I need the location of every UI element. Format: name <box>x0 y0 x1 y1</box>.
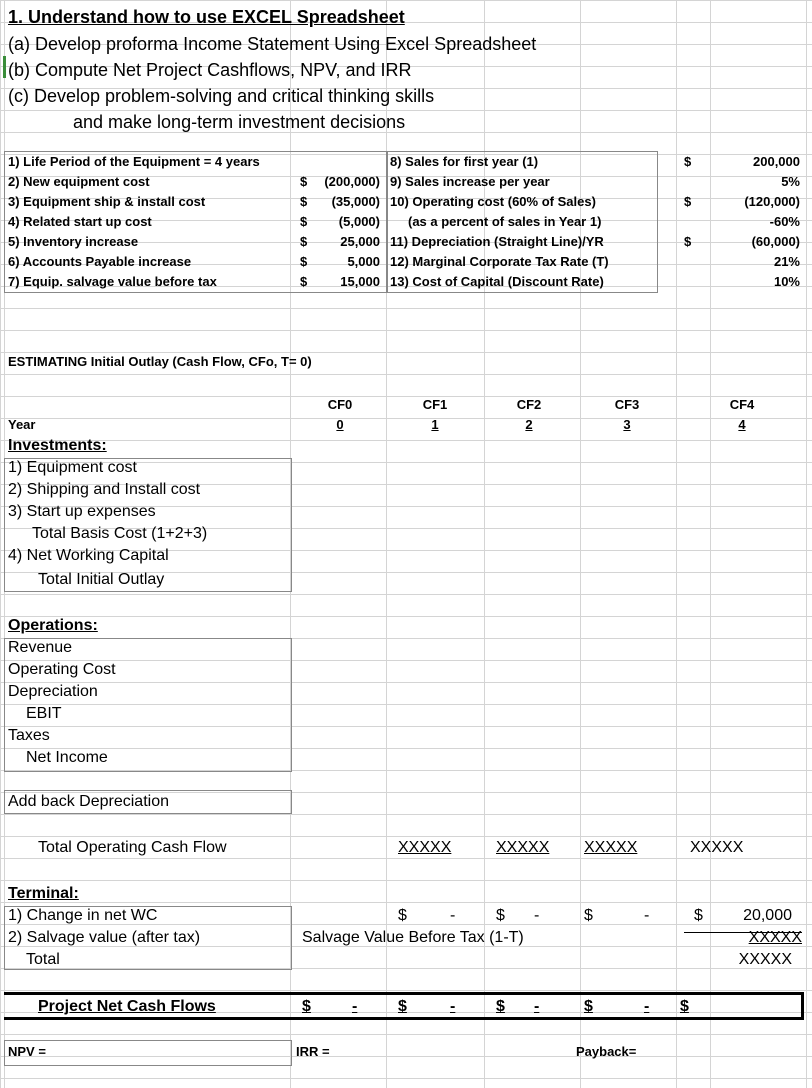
dollar-sign: $ <box>496 907 505 924</box>
dash: - <box>450 998 456 1015</box>
input-value: 21% <box>773 254 800 269</box>
change-wc-label: 1) Change in net WC <box>8 907 158 924</box>
dollar-sign: $ <box>684 154 692 169</box>
dollar-sign: $ <box>300 194 308 209</box>
objective-c: (c) Develop problem-solving and critical thinking skills <box>8 86 435 106</box>
input-label: 7) Equip. salvage value before tax <box>8 274 217 289</box>
total-ocf-label: Total Operating Cash Flow <box>38 839 227 856</box>
dollar-sign: $ <box>302 998 311 1015</box>
irr-label: IRR = <box>296 1044 330 1059</box>
operation-item: Operating Cost <box>8 661 116 678</box>
input-value: 5,000 <box>347 254 380 269</box>
year-value: 4 <box>738 417 746 432</box>
cf-header: CF0 <box>327 397 353 412</box>
input-value: (5,000) <box>338 214 380 229</box>
dash: - <box>644 998 650 1015</box>
dollar-sign: $ <box>684 194 692 209</box>
dash: - <box>534 907 540 924</box>
row-border-bottom <box>4 1017 804 1020</box>
cf-header: CF3 <box>614 397 640 412</box>
estimating-title: ESTIMATING Initial Outlay (Cash Flow, CFo, T= 0) <box>8 354 312 369</box>
input-label: 9) Sales increase per year <box>390 174 550 189</box>
dollar-sign: $ <box>300 234 308 249</box>
salvage-note: Salvage Value Before Tax (1-T) <box>302 929 524 946</box>
ocf-cf4: XXXXX <box>690 839 744 856</box>
input-value: 15,000 <box>340 274 380 289</box>
dollar-sign: $ <box>300 254 308 269</box>
investment-item: 3) Start up expenses <box>8 503 156 520</box>
dash: - <box>534 998 540 1015</box>
input-label: 10) Operating cost (60% of Sales) <box>390 194 596 209</box>
year-value: 3 <box>623 417 631 432</box>
objective-a: (a) Develop proforma Income Statement Using Excel Spreadsheet <box>8 34 537 54</box>
year-value: 0 <box>336 417 344 432</box>
dollar-sign: $ <box>584 998 593 1015</box>
objective-c-cont: and make long-term investment decisions <box>73 112 406 132</box>
investment-item: 4) Net Working Capital <box>8 547 169 564</box>
row-border-top <box>4 992 804 995</box>
add-back-label: Add back Depreciation <box>8 793 169 810</box>
input-label: 4) Related start up cost <box>8 214 152 229</box>
npv-label: NPV = <box>8 1044 46 1059</box>
cf-header: CF4 <box>729 397 755 412</box>
row-border-right <box>801 992 804 1020</box>
input-label: 1) Life Period of the Equipment = 4 years <box>8 154 260 169</box>
input-value: -60% <box>769 214 800 229</box>
operation-item: Revenue <box>8 639 73 656</box>
terminal-heading: Terminal: <box>8 885 79 902</box>
net-cash-flows-label: Project Net Cash Flows <box>38 998 216 1015</box>
dollar-sign: $ <box>584 907 593 924</box>
dash: - <box>352 998 358 1015</box>
year-value: 2 <box>525 417 533 432</box>
operation-item: Depreciation <box>8 683 98 700</box>
terminal-total-cf4: XXXXX <box>738 951 792 968</box>
investment-item: 2) Shipping and Install cost <box>8 481 201 498</box>
input-label: 5) Inventory increase <box>8 234 139 249</box>
ocf-cf2: XXXXX <box>496 839 550 856</box>
terminal-total-label: Total <box>26 951 60 968</box>
cf-header: CF1 <box>422 397 448 412</box>
input-value: (200,000) <box>324 174 380 189</box>
input-label: 12) Marginal Corporate Tax Rate (T) <box>390 254 609 269</box>
investments-heading: Investments: <box>8 437 107 454</box>
dollar-sign: $ <box>300 214 308 229</box>
investment-item: Total Basis Cost (1+2+3) <box>32 525 208 542</box>
dash: - <box>644 907 650 924</box>
cf-header: CF2 <box>516 397 542 412</box>
year-label: Year <box>8 417 36 432</box>
input-label: 6) Accounts Payable increase <box>8 254 192 269</box>
dollar-sign: $ <box>300 274 308 289</box>
dollar-sign: $ <box>300 174 308 189</box>
input-value: (35,000) <box>331 194 380 209</box>
ocf-cf1: XXXXX <box>398 839 452 856</box>
dollar-sign: $ <box>398 998 407 1015</box>
operation-item: EBIT <box>26 705 62 722</box>
investment-item: Total Initial Outlay <box>38 571 165 588</box>
input-value: 10% <box>773 274 800 289</box>
operation-item: Net Income <box>26 749 108 766</box>
investment-item: 1) Equipment cost <box>8 459 137 476</box>
input-value: 200,000 <box>753 154 800 169</box>
input-label: 11) Depreciation (Straight Line)/YR <box>390 234 604 249</box>
dollar-sign: $ <box>684 234 692 249</box>
input-label: 13) Cost of Capital (Discount Rate) <box>390 274 604 289</box>
npv-box <box>4 1040 292 1066</box>
input-label: (as a percent of sales in Year 1) <box>408 214 602 229</box>
dollar-sign: $ <box>496 998 505 1015</box>
cell-cursor <box>3 56 6 78</box>
input-value: (120,000) <box>744 194 800 209</box>
input-value: 25,000 <box>340 234 380 249</box>
salvage-cf4: XXXXX <box>748 929 802 946</box>
year-value: 1 <box>431 417 439 432</box>
input-label: 2) New equipment cost <box>8 174 150 189</box>
wc-cf4: 20,000 <box>743 907 792 924</box>
operation-item: Taxes <box>8 727 50 744</box>
dash: - <box>450 907 456 924</box>
dollar-sign: $ <box>694 907 703 924</box>
dollar-sign: $ <box>398 907 407 924</box>
ocf-cf3: XXXXX <box>584 839 638 856</box>
input-label: 8) Sales for first year (1) <box>390 154 539 169</box>
salvage-label: 2) Salvage value (after tax) <box>8 929 201 946</box>
payback-label: Payback= <box>576 1044 637 1059</box>
operations-heading: Operations: <box>8 617 98 634</box>
dollar-sign: $ <box>680 998 689 1015</box>
objective-b: (b) Compute Net Project Cashflows, NPV, and IRR <box>8 60 412 80</box>
input-value: 5% <box>781 174 800 189</box>
input-label: 3) Equipment ship & install cost <box>8 194 206 209</box>
input-value: (60,000) <box>751 234 800 249</box>
page-title: 1. Understand how to use EXCEL Spreadsheet <box>8 7 405 27</box>
